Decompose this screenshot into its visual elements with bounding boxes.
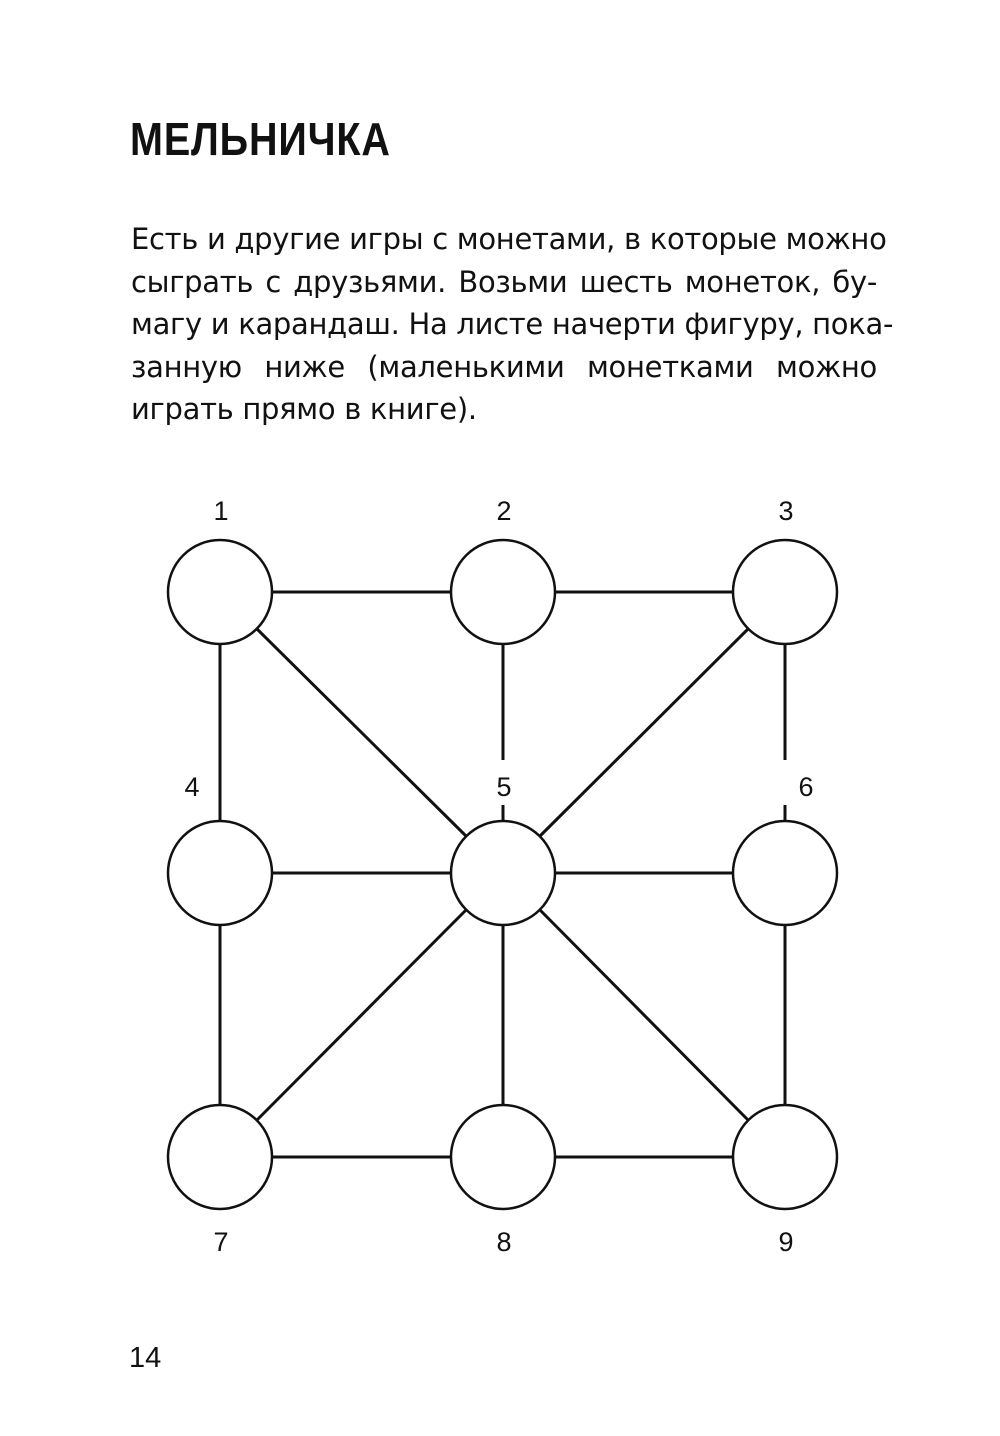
node-label: 2 — [496, 496, 512, 526]
board-line — [540, 910, 748, 1120]
board-point[interactable] — [733, 821, 837, 925]
node-label: 4 — [184, 772, 200, 802]
board-point[interactable] — [168, 821, 272, 925]
node-label: 7 — [213, 1227, 229, 1257]
board-point[interactable] — [733, 1105, 837, 1209]
page-number: 14 — [129, 1342, 162, 1374]
node-label: 6 — [798, 772, 814, 802]
board-line — [257, 910, 466, 1120]
intro-line: играть прямо в книге). — [131, 392, 477, 426]
board-point[interactable] — [733, 540, 837, 644]
intro-line: занную ниже (маленькими монетками можно — [131, 349, 877, 384]
node-label: 3 — [778, 496, 794, 526]
board-point[interactable] — [451, 540, 555, 644]
board-line — [257, 629, 466, 836]
board-point[interactable] — [451, 1105, 555, 1209]
node-label: 5 — [496, 772, 512, 802]
board-point[interactable] — [451, 821, 555, 925]
page-title: МЕЛЬНИЧКА — [130, 113, 391, 165]
node-label: 9 — [778, 1227, 794, 1257]
node-label: 1 — [213, 496, 229, 526]
node-label: 8 — [496, 1227, 512, 1257]
board-line — [540, 629, 748, 836]
board-point[interactable] — [168, 1105, 272, 1209]
intro-line: магу и карандаш. На листе начерти фигуру, пока- — [131, 307, 894, 341]
intro-line: Есть и другие игры с монетами, в которые можно — [131, 222, 887, 256]
board-point[interactable] — [168, 540, 272, 644]
intro-line: сыграть с друзьями. Возьми шесть монеток, бу- — [131, 264, 877, 299]
